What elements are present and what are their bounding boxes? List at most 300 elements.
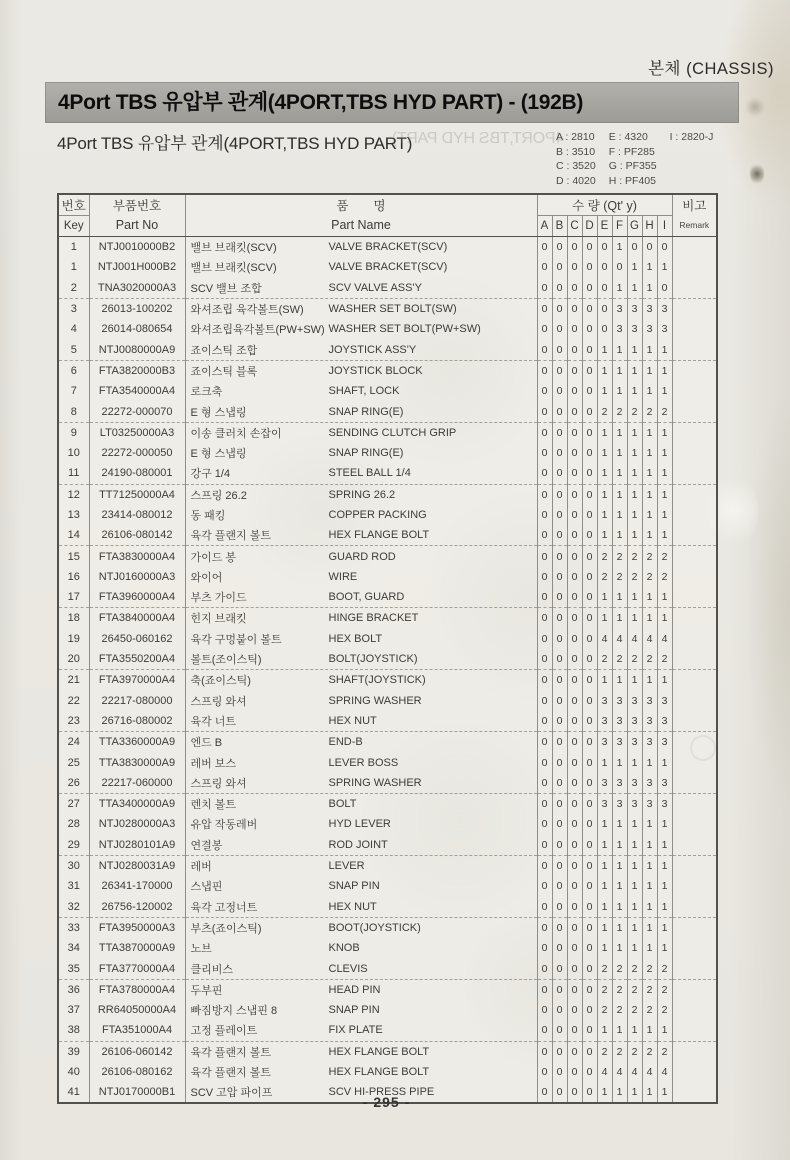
part-name-kr: 클리비스 — [190, 963, 234, 976]
cell-remark — [672, 546, 717, 567]
part-name-en: COPPER PACKING — [328, 509, 427, 521]
part-name-kr: 스프링 와셔 — [190, 777, 247, 790]
cell-qty: 0 — [582, 298, 597, 319]
cell-qty: 2 — [612, 958, 627, 979]
cell-qty: 0 — [642, 237, 657, 258]
cell-qty: 0 — [567, 876, 582, 896]
table-row — [58, 257, 717, 277]
cell-qty: 1 — [657, 897, 672, 918]
cell-qty: 1 — [612, 443, 627, 463]
cell-qty: 0 — [552, 587, 567, 608]
section-corner-label: 본체 (CHASSIS) — [648, 60, 774, 78]
table-row — [58, 319, 717, 339]
cell-qty: 2 — [642, 546, 657, 567]
cell-qty: 0 — [582, 1020, 597, 1041]
table-row — [58, 1020, 717, 1041]
cell-qty: 0 — [582, 897, 597, 918]
cell-key: 23 — [58, 711, 89, 732]
cell-remark — [672, 608, 717, 629]
cell-qty: 0 — [582, 319, 597, 339]
cell-qty: 0 — [582, 649, 597, 670]
cell-qty: 1 — [627, 917, 642, 938]
cell-qty: 1 — [642, 257, 657, 277]
col-header-part-no-kr: 부품번호 — [112, 198, 162, 213]
cell-qty: 0 — [567, 1020, 582, 1041]
table-row — [58, 629, 717, 649]
cell-qty: 0 — [552, 463, 567, 484]
cell-qty: 3 — [627, 794, 642, 815]
cell-part-name — [185, 752, 537, 772]
cell-part-no: FTA3540000A4 — [89, 381, 185, 401]
cell-qty: 0 — [552, 958, 567, 979]
cell-qty: 0 — [582, 567, 597, 587]
cell-qty: 2 — [597, 958, 612, 979]
cell-qty: 0 — [582, 463, 597, 484]
cell-qty: 0 — [552, 629, 567, 649]
cell-qty: 0 — [537, 567, 552, 587]
cell-part-name — [185, 422, 537, 443]
cell-qty: 1 — [597, 897, 612, 918]
cell-part-name — [185, 897, 537, 918]
cell-qty: 0 — [552, 1000, 567, 1020]
part-name-en: SHAFT, LOCK — [328, 385, 400, 398]
cell-remark — [672, 938, 717, 958]
part-name-en: JOYSTICK ASS'Y — [328, 343, 417, 356]
part-name-en: BOLT — [328, 798, 357, 811]
cell-qty: 0 — [552, 298, 567, 319]
qty-col-e: E — [597, 216, 612, 237]
cell-qty: 0 — [552, 897, 567, 918]
part-name-en: HEX FLANGE BOLT — [328, 1045, 430, 1058]
cell-qty: 1 — [657, 608, 672, 629]
part-name-en: BOOT(JOYSTICK) — [328, 921, 421, 934]
cell-part-no: NTJ0280000A3 — [89, 814, 185, 834]
cell-part-no: FTA3820000B3 — [89, 360, 185, 381]
parts-table — [57, 193, 718, 1104]
part-name-en: END-B — [328, 736, 363, 749]
cell-qty: 3 — [627, 298, 642, 319]
cell-qty: 0 — [567, 855, 582, 876]
cell-remark — [672, 381, 717, 401]
part-name-en: KNOB — [328, 942, 360, 955]
cell-part-no: FTA3770000A4 — [89, 958, 185, 979]
cell-key: 24 — [67, 736, 80, 749]
cell-part-no: 22217-080000 — [89, 691, 185, 711]
cell-qty: 1 — [627, 484, 642, 505]
cell-key: 16 — [67, 570, 80, 583]
cell-qty: 1 — [642, 360, 657, 381]
cell-qty: 1 — [612, 525, 627, 546]
part-name-kr: 육각 구멍붙이 볼트 — [190, 633, 282, 646]
cell-qty: 0 — [567, 629, 582, 649]
cell-qty: 0 — [582, 546, 597, 567]
cell-qty: 1 — [597, 484, 612, 505]
cell-qty: 0 — [537, 979, 552, 1000]
cell-part-no: FTA3950000A3 — [89, 917, 185, 938]
cell-part-name — [185, 608, 537, 629]
cell-qty: 0 — [537, 381, 552, 401]
cell-qty: 3 — [612, 732, 627, 753]
cell-qty: 0 — [567, 505, 582, 525]
cell-part-name — [185, 525, 537, 546]
cell-qty: 3 — [642, 711, 657, 732]
cell-part-no: 26106-080142 — [89, 525, 185, 546]
cell-qty: 1 — [642, 917, 657, 938]
cell-qty: 1 — [657, 525, 672, 546]
cell-qty: 1 — [597, 1020, 612, 1041]
cell-qty: 1 — [657, 360, 672, 381]
part-name-en: JOYSTICK BLOCK — [328, 364, 423, 377]
cell-remark — [672, 1062, 717, 1082]
table-row — [58, 401, 717, 422]
part-name-kr: 동 패킹 — [190, 510, 226, 522]
cell-part-no: TNA3020000A3 — [89, 278, 185, 299]
cell-qty: 3 — [657, 711, 672, 732]
cell-qty: 3 — [612, 691, 627, 711]
cell-qty: 0 — [552, 339, 567, 360]
cell-qty: 1 — [657, 257, 672, 277]
cell-qty: 0 — [552, 752, 567, 772]
cell-part-no: TTA3400000A9 — [89, 794, 185, 815]
table-row — [58, 422, 717, 443]
cell-remark — [672, 587, 717, 608]
cell-part-name — [185, 938, 537, 958]
cell-qty: 1 — [597, 360, 612, 381]
cell-qty: 0 — [552, 1041, 567, 1062]
cell-qty: 2 — [642, 649, 657, 670]
cell-remark — [672, 732, 717, 753]
cell-qty: 0 — [537, 958, 552, 979]
cell-qty: 1 — [612, 897, 627, 918]
cell-qty: 1 — [597, 525, 612, 546]
cell-qty: 0 — [582, 958, 597, 979]
cell-qty: 1 — [597, 463, 612, 484]
cell-part-no: TTA3360000A9 — [89, 732, 185, 753]
cell-key: 31 — [67, 880, 80, 893]
part-name-kr: 육각 플랜지 볼트 — [190, 1067, 271, 1080]
cell-qty: 3 — [657, 773, 672, 794]
cell-qty: 1 — [612, 381, 627, 401]
part-name-en: SNAP PIN — [328, 880, 380, 893]
cell-key: 34 — [67, 942, 80, 955]
cell-qty: 3 — [657, 298, 672, 319]
cell-qty: 3 — [642, 773, 657, 794]
cell-qty: 1 — [612, 752, 627, 772]
cell-qty: 3 — [642, 794, 657, 815]
cell-qty: 0 — [582, 1041, 597, 1062]
cell-qty: 1 — [612, 835, 627, 856]
cell-qty: 0 — [537, 360, 552, 381]
part-name-kr: SCV 고압 파이프 — [190, 1087, 273, 1100]
cell-part-name — [185, 443, 537, 463]
col-header-qty: 수 량 (Qt' y) — [537, 194, 672, 216]
cell-part-name — [185, 339, 537, 360]
cell-part-name — [185, 257, 537, 277]
cell-qty: 1 — [597, 505, 612, 525]
cell-qty: 2 — [612, 567, 627, 587]
cell-qty: 0 — [597, 278, 612, 299]
part-name-en: HINGE BRACKET — [328, 612, 419, 625]
legend-entry: B : 3510 — [556, 145, 596, 158]
table-row — [58, 732, 717, 753]
cell-qty: 1 — [627, 670, 642, 691]
cell-qty: 2 — [642, 1041, 657, 1062]
cell-qty: 1 — [627, 814, 642, 834]
cell-qty: 1 — [627, 897, 642, 918]
cell-qty: 0 — [567, 339, 582, 360]
cell-qty: 1 — [627, 835, 642, 856]
cell-qty: 1 — [627, 422, 642, 443]
cell-qty: 0 — [567, 1062, 582, 1082]
cell-qty: 1 — [657, 1082, 672, 1103]
cell-part-name — [185, 979, 537, 1000]
cell-qty: 1 — [597, 1082, 612, 1103]
table-row — [58, 876, 717, 896]
cell-qty: 0 — [582, 1000, 597, 1020]
cell-qty: 3 — [627, 773, 642, 794]
cell-qty: 3 — [642, 319, 657, 339]
table-row — [58, 773, 717, 794]
cell-part-name — [185, 629, 537, 649]
cell-qty: 0 — [567, 691, 582, 711]
cell-qty: 0 — [582, 381, 597, 401]
cell-qty: 0 — [537, 587, 552, 608]
cell-qty: 1 — [597, 670, 612, 691]
cell-qty: 2 — [597, 1041, 612, 1062]
cell-key: 1 — [70, 241, 77, 254]
cell-qty: 0 — [552, 443, 567, 463]
col-header-part-name-kr: 품 명 — [336, 198, 386, 213]
cell-qty: 0 — [537, 794, 552, 815]
cell-part-name — [185, 835, 537, 856]
cell-remark — [672, 422, 717, 443]
cell-key: 6 — [70, 364, 77, 377]
cell-key: 5 — [58, 339, 89, 360]
cell-part-name — [185, 649, 537, 670]
cell-remark — [672, 752, 717, 772]
cell-qty: 2 — [642, 567, 657, 587]
table-row — [58, 339, 717, 360]
cell-qty: 1 — [597, 339, 612, 360]
cell-qty: 1 — [627, 278, 642, 299]
part-name-en: HEAD PIN — [328, 983, 381, 996]
cell-qty: 1 — [642, 463, 657, 484]
cell-remark — [672, 958, 717, 979]
cell-qty: 1 — [657, 339, 672, 360]
cell-part-no: 23414-080012 — [89, 505, 185, 525]
part-name-kr: 와셔조립육각볼트(PW+SW) — [190, 324, 325, 337]
part-name-kr: 가이드 봉 — [190, 551, 237, 564]
cell-part-no: NTJ0280031A9 — [89, 855, 185, 876]
cell-key: 1 — [70, 261, 77, 274]
cell-qty: 0 — [567, 917, 582, 938]
part-name-en: HEX NUT — [328, 900, 377, 913]
cell-qty: 0 — [537, 484, 552, 505]
cell-part-no: FTA351000A4 — [89, 1020, 185, 1041]
part-name-kr: 육각 플랜지 볼트 — [190, 1046, 271, 1059]
cell-qty: 1 — [657, 1020, 672, 1041]
cell-remark — [672, 1041, 717, 1062]
part-name-kr: 와셔조립 육각볼트(SW) — [190, 304, 304, 317]
cell-qty: 3 — [642, 691, 657, 711]
cell-qty: 1 — [657, 443, 672, 463]
cell-qty: 0 — [537, 257, 552, 277]
cell-remark — [672, 1020, 717, 1041]
cell-key: 2 — [58, 278, 89, 299]
cell-qty: 0 — [567, 587, 582, 608]
cell-key: 40 — [67, 1066, 80, 1079]
part-name-kr: 이송 클러치 손잡이 — [190, 427, 282, 440]
part-name-kr: 로크축 — [190, 386, 223, 399]
part-name-kr: 와이어 — [190, 571, 223, 584]
cell-qty: 3 — [597, 732, 612, 753]
col-header-part-no — [89, 194, 185, 237]
cell-key: 26 — [58, 773, 89, 794]
cell-qty: 1 — [642, 278, 657, 299]
cell-qty: 1 — [612, 587, 627, 608]
cell-part-no: NTJ0080000A9 — [89, 339, 185, 360]
cell-qty: 0 — [582, 794, 597, 815]
cell-qty: 1 — [597, 917, 612, 938]
cell-part-no: 26716-080002 — [89, 711, 185, 732]
cell-qty: 0 — [552, 794, 567, 815]
col-header-remark-kr: 비고 — [682, 198, 707, 213]
cell-qty: 0 — [582, 835, 597, 856]
cell-qty: 0 — [657, 237, 672, 258]
part-name-en: HEX FLANGE BOLT — [328, 1066, 430, 1079]
cell-qty: 1 — [642, 484, 657, 505]
table-row — [58, 979, 717, 1000]
scan-speckle — [750, 163, 764, 185]
cell-qty: 2 — [657, 649, 672, 670]
legend-entry: H : PF405 — [608, 174, 656, 187]
cell-qty: 2 — [612, 546, 627, 567]
cell-qty: 0 — [552, 525, 567, 546]
part-name-en: WIRE — [328, 570, 358, 583]
cell-part-name — [185, 587, 537, 608]
cell-qty: 0 — [537, 505, 552, 525]
cell-qty: 4 — [612, 629, 627, 649]
cell-qty: 0 — [552, 319, 567, 339]
cell-qty: 0 — [582, 917, 597, 938]
cell-remark — [672, 484, 717, 505]
cell-key: 20 — [58, 649, 89, 670]
cell-qty: 0 — [537, 670, 552, 691]
cell-qty: 0 — [567, 670, 582, 691]
cell-qty: 1 — [642, 938, 657, 958]
cell-qty: 0 — [567, 546, 582, 567]
table-row — [58, 711, 717, 732]
cell-qty: 1 — [612, 463, 627, 484]
cell-qty: 1 — [642, 855, 657, 876]
cell-remark — [672, 257, 717, 277]
cell-part-no: 26450-060162 — [89, 629, 185, 649]
cell-qty: 1 — [657, 484, 672, 505]
table-row — [58, 649, 717, 670]
cell-qty: 3 — [627, 711, 642, 732]
cell-remark — [672, 525, 717, 546]
cell-qty: 3 — [642, 298, 657, 319]
cell-qty: 0 — [537, 278, 552, 299]
cell-part-name — [185, 546, 537, 567]
cell-part-name — [185, 298, 537, 319]
cell-qty: 2 — [627, 546, 642, 567]
cell-part-no: FTA3970000A4 — [89, 670, 185, 691]
table-row — [58, 546, 717, 567]
page-number: - 295 - — [362, 1094, 411, 1110]
col-header-key-en: Key — [58, 216, 89, 237]
cell-remark — [672, 629, 717, 649]
cell-qty: 0 — [537, 814, 552, 834]
cell-qty: 1 — [657, 587, 672, 608]
cell-qty: 3 — [597, 794, 612, 815]
part-name-en: VALVE BRACKET(SCV) — [328, 241, 448, 254]
cell-qty: 1 — [627, 443, 642, 463]
cell-qty: 1 — [627, 381, 642, 401]
cell-qty: 2 — [612, 1041, 627, 1062]
cell-qty: 0 — [567, 443, 582, 463]
cell-qty: 0 — [567, 608, 582, 629]
part-name-kr: 레버 보스 — [190, 757, 237, 770]
cell-qty: 0 — [582, 814, 597, 834]
part-name-kr: E 형 스냅링 — [190, 448, 247, 461]
part-name-en: SNAP PIN — [328, 1004, 380, 1017]
cell-remark — [672, 794, 717, 815]
part-name-en: STEEL BALL 1/4 — [328, 467, 411, 480]
cell-part-no: FTA3840000A4 — [89, 608, 185, 629]
cell-qty: 1 — [642, 814, 657, 834]
cell-remark — [672, 814, 717, 834]
cell-part-no: 22217-060000 — [89, 773, 185, 794]
cell-remark — [672, 443, 717, 463]
part-name-kr: 밸브 브래킷(SCV) — [190, 262, 277, 275]
col-header-remark — [672, 194, 717, 237]
cell-part-no: 22272-000070 — [89, 401, 185, 422]
cell-remark — [672, 691, 717, 711]
cell-qty: 0 — [552, 1062, 567, 1082]
legend-entry: D : 4020 — [556, 174, 596, 187]
cell-remark — [672, 773, 717, 794]
cell-key: 8 — [58, 401, 89, 422]
cell-qty: 1 — [657, 670, 672, 691]
cell-qty: 1 — [612, 278, 627, 299]
part-name-kr: 부츠(죠이스틱) — [190, 922, 262, 935]
qty-col-b: B — [552, 216, 567, 237]
cell-qty: 4 — [657, 629, 672, 649]
table-row — [58, 1041, 717, 1062]
table-row — [58, 855, 717, 876]
part-name-kr: 육각 너트 — [190, 715, 237, 728]
cell-qty: 0 — [552, 855, 567, 876]
cell-qty: 0 — [552, 484, 567, 505]
legend-column-3 — [670, 130, 714, 188]
cell-qty: 1 — [627, 587, 642, 608]
cell-qty: 0 — [552, 422, 567, 443]
cell-qty: 0 — [552, 1020, 567, 1041]
cell-part-name — [185, 670, 537, 691]
cell-qty: 1 — [627, 938, 642, 958]
part-name-en: SNAP RING(E) — [328, 447, 404, 460]
table-row — [58, 567, 717, 587]
cell-part-no: RR64050000A4 — [89, 1000, 185, 1020]
cell-qty: 0 — [537, 835, 552, 856]
table-row — [58, 917, 717, 938]
cell-qty: 0 — [567, 835, 582, 856]
cell-qty: 1 — [657, 752, 672, 772]
cell-qty: 0 — [567, 814, 582, 834]
cell-qty: 2 — [642, 979, 657, 1000]
cell-qty: 0 — [567, 958, 582, 979]
